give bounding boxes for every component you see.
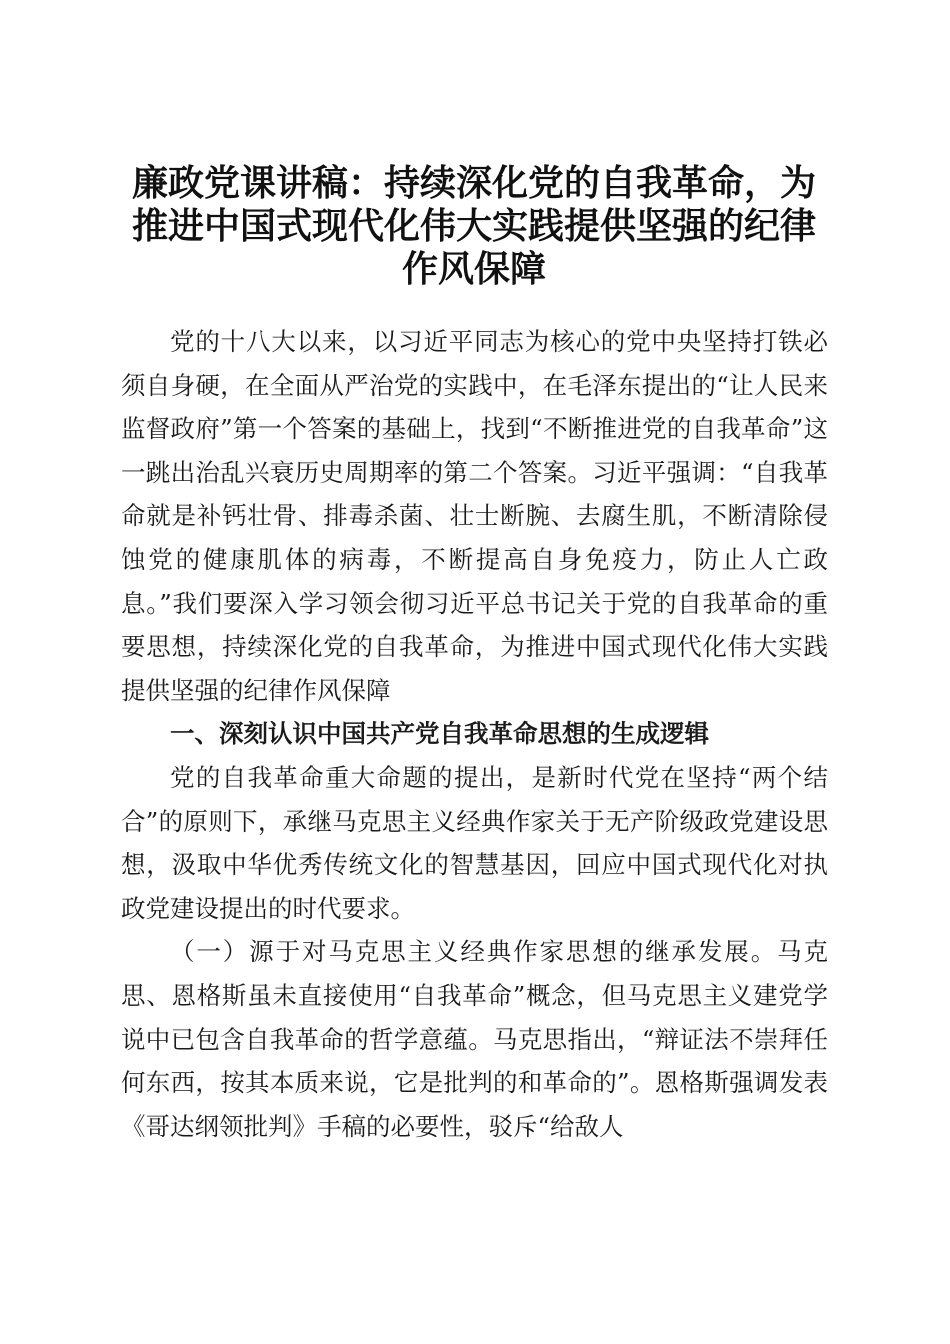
- section-paragraph: 党的自我革命重大命题的提出，是新时代党在坚持“两个结合”的原则下，承继马克思主义经典作家关于无产阶级政党建设思想，汲取中华优秀传统文化的智慧基因，回应中国式现代化对执政党建设提出的时代要求。: [121, 762, 828, 923]
- section-heading: 一、深刻认识中国共产党自我革命思想的生成逻辑: [170, 719, 709, 749]
- subsection-paragraph: （一）源于对马克思主义经典作家思想的继承发展。马克思、恩格斯虽未直接使用“自我革命”概念，但马克思主义建党学说中已包含自我革命的哲学意蕴。马克思指出，“辩证法不崇拜任何东西，按其本质来说，它是批判的和革命的”。恩格斯强调发表《哥达纲领批判》手稿的必要性，驳斥“给敌人: [121, 937, 828, 1141]
- document-body: [121, 320, 828, 1148]
- intro-paragraph: 党的十八大以来，以习近平同志为核心的党中央坚持打铁必须自身硬，在全面从严治党的实践中，在毛泽东提出的“让人民来监督政府”第一个答案的基础上，找到“不断推进党的自我革命”这一跳出治乱兴衰历史周期率的第二个答案。习近平强调：“自我革命就是补钙壮骨、排毒杀菌、壮士断腕、去腐生肌，不断清除侵蚀党的健康肌体的病毒，不断提高自身免疫力，防止人亡政息。”我们要深入学习领会彻习近平总书记关于党的自我革命的重要思想，持续深化党的自我革命，为推进中国式现代化伟大实践提供坚强的纪律作风保障: [121, 327, 828, 705]
- document-title: 廉政党课讲稿：持续深化党的自我革命，为推进中国式现代化伟大实践提供坚强的纪律作风保障: [131, 163, 816, 291]
